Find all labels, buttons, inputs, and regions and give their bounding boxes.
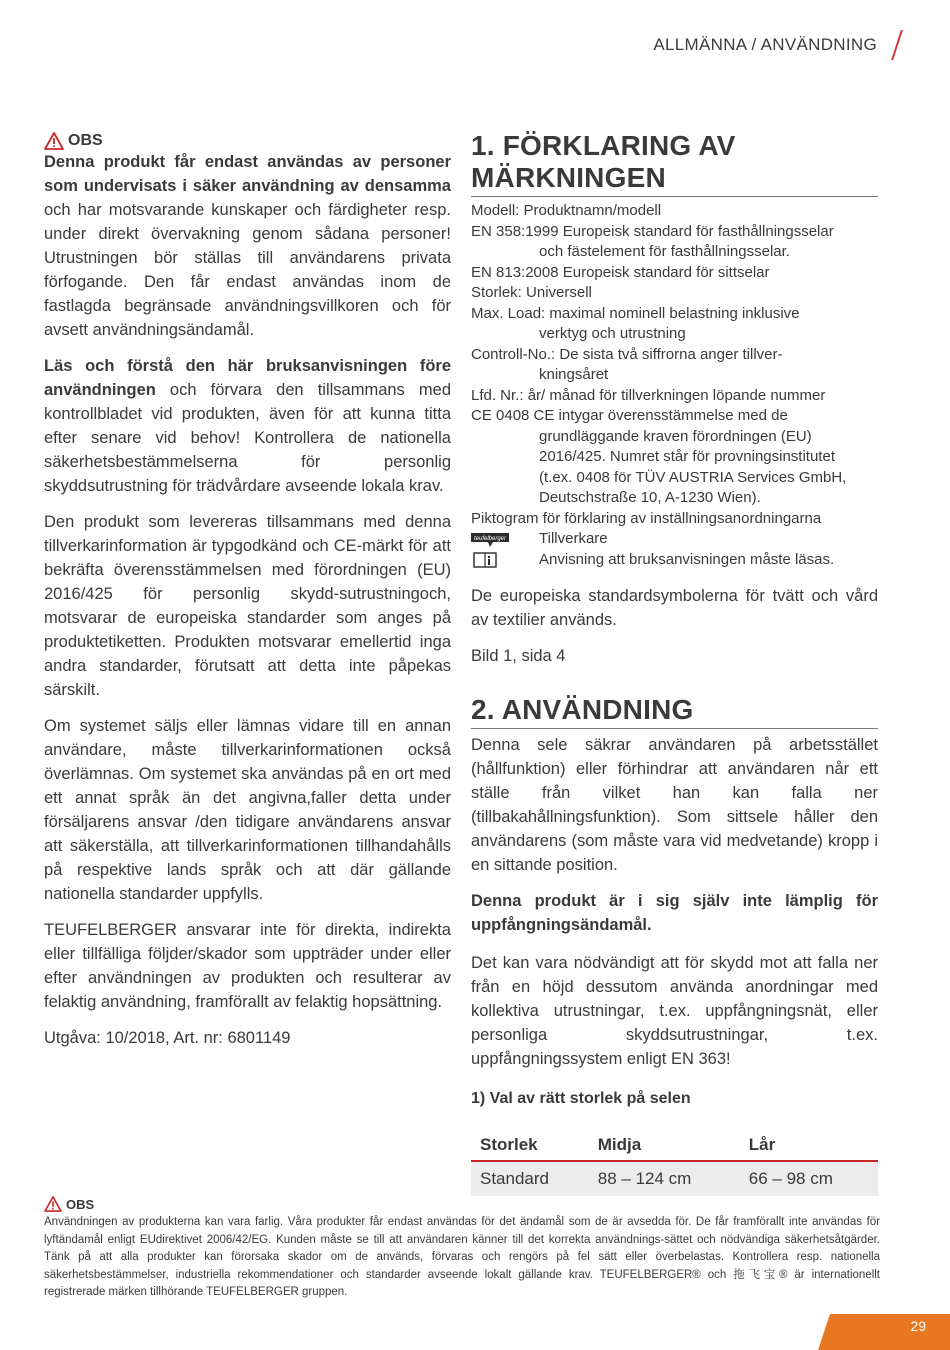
paragraph-read-rest: och förvara den tillsammans med kontrollbladet vid produkten, även för att kunna titta efter senare vid behov! Kontrollera de nationella säkerhetsbestämmelserna för personlig skyddsutrustning för trädvårdare avseende lokala krav. <box>44 381 451 495</box>
footer-obs-heading <box>44 1196 880 1212</box>
table-cell: Standard <box>471 1161 589 1196</box>
svg-text:teufelberger: teufelberger <box>473 536 507 543</box>
table-cell: 88 – 124 cm <box>589 1161 740 1196</box>
page-number: 29 <box>910 1318 926 1334</box>
marking-line: verktyg och utrustning <box>539 325 686 342</box>
paragraph-washing-symbols: De europeiska standardsymbolerna för tvätt och vård av textilier används. <box>471 587 878 629</box>
marking-line: CE 0408 CE intygar överensstämmelse med de <box>471 407 788 424</box>
paragraph-fall-protection: Det kan vara nödvändigt att för skydd mot att falla ner från en höjd dessutom använda anordningar med kollektiva utrustningar, t.ex. uppfångningsnät, eller personliga skyddsutrustningar, t.ex. uppfångningssystem enligt EN 363! <box>471 954 878 1068</box>
paragraph-resale: Om systemet säljs eller lämnas vidare till en annan användare, måste tillverkarinformationen också överlämnas. Om systemet ska användas på en ort med ett annat språk än det angivna,faller detta under försäljarens ansvar /den tidigare användarens ansvar att säkerställa, att tillverkarinformationen tillhandahålls på respektive lands språk och att där gällande nationella standarder uppfylls. <box>44 717 451 903</box>
marking-line: Storlek: Universell <box>471 284 592 301</box>
paragraph-liability: TEUFELBERGER ansvarar inte för direkta, indirekta eller tillfälliga följder/skador som uppträder under eller efter användningen av produkten och resulterar av felaktig användning, framförallt av felaktig hopsättning. <box>44 921 451 1011</box>
marking-line: EN 813:2008 Europeisk standard för sittselar <box>471 263 770 281</box>
pictogram-list <box>471 529 878 570</box>
read-manual-icon <box>471 552 511 568</box>
left-column <box>44 132 451 1062</box>
paragraph-intro <box>44 150 451 342</box>
section-heading-marking: 1. FÖRKLARING AV MÄRKNINGEN <box>471 130 878 197</box>
marking-line: Controll-No.: De sista två siffrorna anger tillver- <box>471 345 783 363</box>
paragraph-read-instructions <box>44 354 451 498</box>
size-table-header-row <box>471 1127 878 1161</box>
edition-info: Utgåva: 10/2018, Art. nr: 6801149 <box>44 1029 291 1047</box>
size-table <box>471 1127 878 1196</box>
paragraph-usage-warning: Denna produkt är i sig själv inte lämplig för uppfångningsändamål. <box>471 892 878 934</box>
section-heading-usage: 2. ANVÄNDNING <box>471 694 878 729</box>
page-header-title: ALLMÄNNA / ANVÄNDNING <box>653 35 877 54</box>
marking-line: Deutschstraße 10, A-1230 Wien). <box>539 489 761 506</box>
obs-heading <box>44 132 451 150</box>
paragraph-read-bold: Läs och förstå den här bruksanvisningen före användningen <box>44 357 451 399</box>
footer-warning <box>44 1196 880 1302</box>
marking-line: Piktogram för förklaring av inställningsanordningarna <box>471 509 822 527</box>
marking-line: Lfd. Nr.: år/ månad för tillverkningen löpande nummer <box>471 386 826 404</box>
page-number-tab <box>818 1314 950 1350</box>
marking-line: grundläggande kraven förordningen (EU) <box>539 427 812 445</box>
marking-line: (t.ex. 0408 för TÜV AUSTRIA Services GmbH, <box>539 468 847 486</box>
size-table-header: Storlek <box>471 1127 589 1161</box>
footer-text: Användningen av produkterna kan vara farlig. Våra produkter får endast användas för det ändamål som de är avsedda för. De får framförallt inte användas för lyftändamål enligt EUdirektivet 2006/42/EG. Kunden måste se till att användaren känner till det korrekta användnings-sättet och nödvändiga säkerhetsåtgärder. Tänk på att alla produkter kan förorsaka skador om de används, förvaras och rengörs på fel sätt eller överbelastas. Kontrollera resp. nationella säkerhetsbestämmelser, industriella rekommendationer och standarder avseende lokalt gällande krav. TEUFELBERGER® och 拖飞宝® är internationellt registrerade märken tillhörande TEUFELBERGER gruppen. <box>44 1216 880 1298</box>
obs-label: OBS <box>68 132 103 149</box>
pictogram-row-manufacturer <box>471 529 878 550</box>
size-table-header: Lår <box>740 1127 878 1161</box>
marking-line: och fästelement för fasthållningsselar. <box>539 243 790 260</box>
right-column <box>471 130 878 1196</box>
pictogram-label-manual: Anvisning att bruksanvisningen måste läsas. <box>539 550 835 568</box>
figure-reference: Bild 1, sida 4 <box>471 647 566 665</box>
warning-icon <box>44 1196 62 1212</box>
marking-line: Modell: Produktnamn/modell <box>471 202 662 219</box>
size-table-header: Midja <box>589 1127 740 1161</box>
pictogram-label-manufacturer: Tillverkare <box>539 530 608 547</box>
marking-line: EN 358:1999 Europeisk standard för fasthållningsselar <box>471 222 834 240</box>
footer-obs-label: OBS <box>66 1196 95 1212</box>
paragraph-intro-bold: Denna produkt får endast användas av personer som undervisats i säker användning av densamma <box>44 153 451 195</box>
table-cell: 66 – 98 cm <box>740 1161 878 1196</box>
pictogram-row-manual <box>471 550 878 571</box>
paragraph-intro-rest: och har motsvarande kunskaper och färdigheter resp. under direkt övervakning genom sådana personer! Utrustningen bör ställas till användarens privata förfogande. Den får endast användas inom de fastlagda begränsade användningsvillkoren och för avsett användningsändamål. <box>44 201 451 339</box>
marking-list <box>471 201 878 529</box>
marking-line: Max. Load: maximal nominell belastning inklusive <box>471 304 800 322</box>
manufacturer-logo-icon <box>471 531 511 547</box>
paragraph-ce-marking: Den produkt som levereras tillsammans med denna tillverkarinformation är typgodkänd och CE-märkt för att bekräfta överensstämmelsen med förordningen (EU) 2016/425 för personlig skydd-sutrustningoch, motsvarar de europeiska standarder som anges på produktetiketten. Produkten motsvarar emellertid inga andra standarder, förutsatt att detta inte påpekas särskilt. <box>44 513 451 699</box>
marking-line: kningsåret <box>539 366 609 383</box>
size-selection-heading: 1) Val av rätt storlek på selen <box>471 1090 691 1107</box>
table-row <box>471 1161 878 1196</box>
header-slash-decoration <box>891 30 903 60</box>
paragraph-usage: Denna sele säkrar användaren på arbetsstället (hållfunktion) eller förhindrar att användaren når ett ställe från vilket han kan falla ner (tillbakahållningsfunktion). Som sittsele håller den användarens (som måste vara vid medvetande) kropp i en sittande position. <box>471 736 878 874</box>
marking-line: 2016/425. Numret står för provningsinstitutet <box>539 448 835 465</box>
warning-icon <box>44 132 64 150</box>
